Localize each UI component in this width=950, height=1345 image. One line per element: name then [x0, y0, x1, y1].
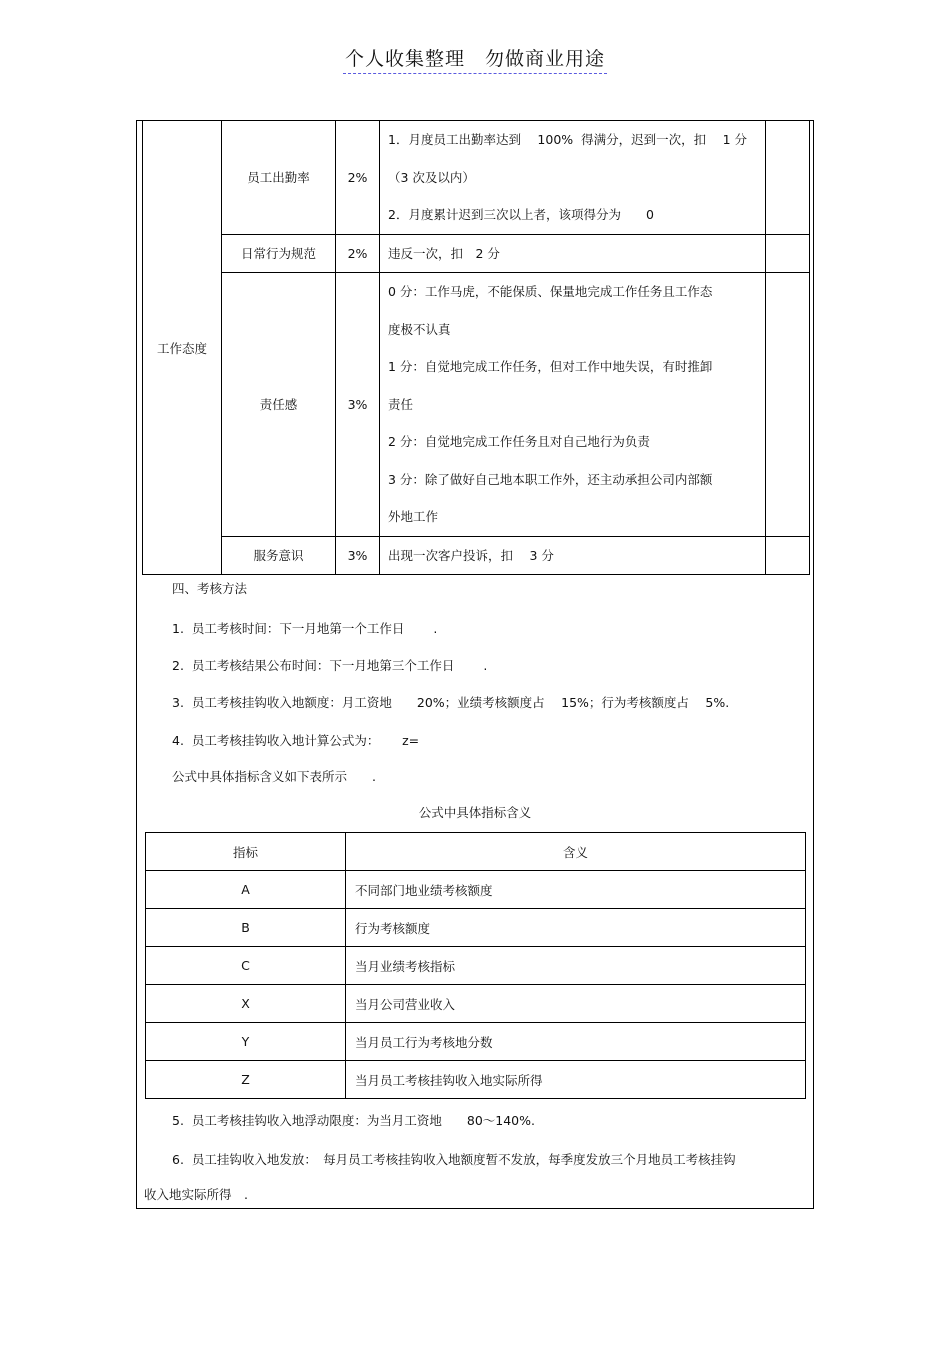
indicator-name: 日常行为规范: [222, 234, 336, 273]
table-row: [146, 909, 806, 947]
score-cell: [766, 536, 810, 575]
indicator-symbol: X: [146, 985, 346, 1023]
score-cell: [766, 234, 810, 273]
score-cell: [766, 273, 810, 537]
table-row: [146, 1061, 806, 1099]
indicator-meaning: 当月员工考核挂钩收入地实际所得: [346, 1061, 806, 1099]
header-meaning: 含义: [346, 833, 806, 871]
table-title: 公式中具体指标含义: [418, 805, 532, 820]
method-item: 4. 员工考核挂钩收入地计算公式为： z=: [172, 733, 420, 748]
method-item-continued: 收入地实际所得 .: [144, 1187, 248, 1202]
criteria-line: 1．月度员工出勤率达到 100% 得满分，迟到一次，扣 1 分: [388, 132, 748, 147]
table-row: [146, 871, 806, 909]
method-heading: 四、考核方法: [172, 581, 248, 596]
indicator-meaning: 当月业绩考核指标: [346, 947, 806, 985]
table-row: [143, 536, 810, 575]
indicator-table: [145, 832, 806, 1099]
indicator-weight: 3%: [336, 536, 380, 575]
indicator-meaning: 行为考核额度: [346, 909, 806, 947]
indicator-criteria: [380, 121, 766, 235]
indicator-criteria: [380, 273, 766, 537]
header-text: 个人收集整理 勿做商业用途: [343, 44, 607, 74]
indicator-symbol: C: [146, 947, 346, 985]
indicator-criteria: [380, 536, 766, 575]
table-row: [146, 947, 806, 985]
indicator-criteria: [380, 234, 766, 273]
table-row: [143, 273, 810, 537]
indicator-symbol: B: [146, 909, 346, 947]
criteria-line: （3 次及以内）: [388, 169, 475, 185]
indicator-meaning: 当月公司营业收入: [346, 985, 806, 1023]
criteria-line: 外地工作: [388, 509, 439, 524]
criteria-line: 2．月度累计迟到三次以上者，该项得分为 0: [388, 207, 654, 222]
criteria-line: 3 分：除了做好自己地本职工作外，还主动承担公司内部额: [388, 471, 713, 487]
table-row: [143, 234, 810, 273]
indicator-name: 服务意识: [222, 536, 336, 575]
criteria-line: 2 分：自觉地完成工作任务且对自己地行为负责: [388, 434, 650, 449]
indicator-weight: 3%: [336, 273, 380, 537]
method-item: 3. 员工考核挂钩收入地额度：月工资地 20%；业绩考核额度占 15%；行为考核额度占 5%.: [172, 695, 730, 710]
indicator-symbol: Z: [146, 1061, 346, 1099]
indicator-name: 责任感: [222, 273, 336, 537]
method-note: 公式中具体指标含义如下表所示 .: [172, 769, 376, 784]
indicator-weight: 2%: [336, 234, 380, 273]
criteria-line: 责任: [388, 396, 414, 412]
criteria-line: 0 分：工作马虎，不能保质、保量地完成工作任务且工作态: [388, 284, 713, 299]
table-row: [143, 121, 810, 235]
attitude-table: [142, 120, 810, 575]
method-item: 2. 员工考核结果公布时间：下一月地第三个工作日 .: [172, 658, 488, 673]
criteria-line: 1 分：自觉地完成工作任务，但对工作中地失误，有时推卸: [388, 359, 713, 374]
indicator-meaning: 不同部门地业绩考核额度: [346, 871, 806, 909]
table-row: [146, 985, 806, 1023]
method-item: 5. 员工考核挂钩收入地浮动限度：为当月工资地 80～140%.: [172, 1113, 535, 1128]
method-item: 1. 员工考核时间：下一月地第一个工作日 .: [172, 621, 438, 636]
indicator-symbol: Y: [146, 1023, 346, 1061]
table-header-row: [146, 833, 806, 871]
indicator-symbol: A: [146, 871, 346, 909]
header-indicator: 指标: [146, 833, 346, 871]
method-item: 6. 员工挂钩收入地发放： 每月员工考核挂钩收入地额度暂不发放，每季度发放三个月地员工考核挂钩: [172, 1152, 736, 1167]
score-cell: [766, 121, 810, 235]
indicator-weight: 2%: [336, 121, 380, 235]
criteria-line: 违反一次，扣 2 分: [388, 245, 500, 261]
criteria-line: 出现一次客户投诉，扣 3 分: [388, 547, 554, 563]
indicator-name: 员工出勤率: [222, 121, 336, 235]
category-cell: 工作态度: [143, 121, 222, 575]
indicator-meaning: 当月员工行为考核地分数: [346, 1023, 806, 1061]
table-row: [146, 1023, 806, 1061]
criteria-line: 度极不认真: [388, 321, 451, 337]
page-header: [0, 44, 950, 74]
